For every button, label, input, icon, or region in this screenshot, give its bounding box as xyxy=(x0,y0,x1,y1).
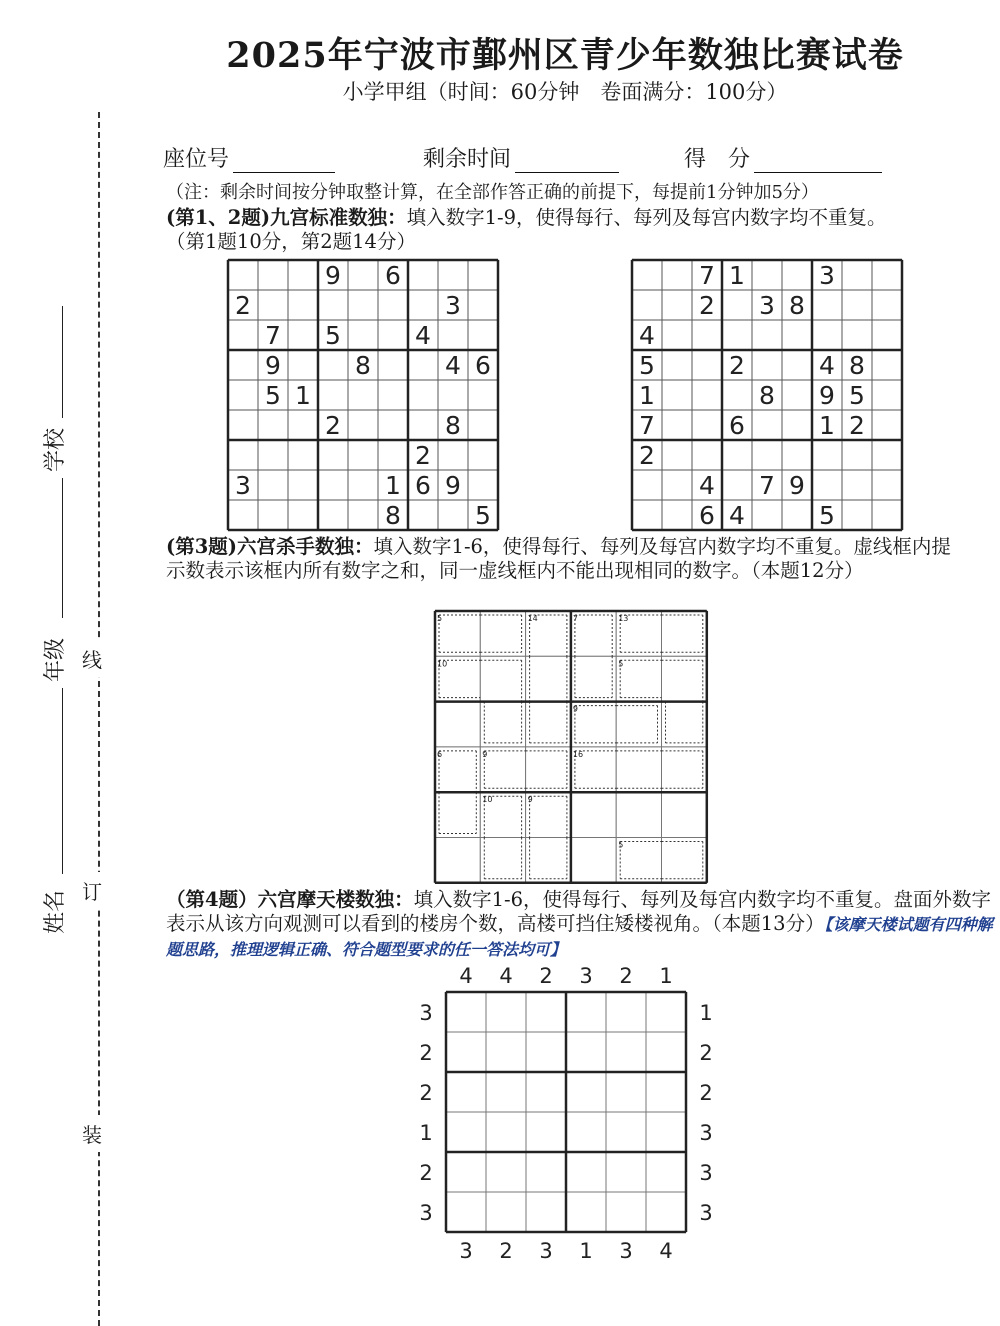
sudoku-cell[interactable] xyxy=(228,320,258,350)
sudoku-cell[interactable] xyxy=(468,320,498,350)
sudoku-cell[interactable] xyxy=(318,500,348,530)
cage-sum: 14 xyxy=(527,614,538,623)
sudoku-cell[interactable] xyxy=(752,410,782,440)
sudoku-cell[interactable] xyxy=(662,260,692,290)
sudoku-cell[interactable] xyxy=(662,500,692,530)
sudoku-cell[interactable] xyxy=(318,470,348,500)
sudoku-cell[interactable] xyxy=(348,440,378,470)
killer-cell[interactable] xyxy=(435,792,480,837)
skyscraper-cell[interactable] xyxy=(646,1072,686,1112)
sudoku-cell[interactable] xyxy=(872,260,902,290)
given-digit: 5 xyxy=(265,381,281,410)
skyscraper-cell[interactable] xyxy=(646,1112,686,1152)
clue-left: 2 xyxy=(419,1161,433,1185)
given-digit: 3 xyxy=(759,291,775,320)
given-digit: 3 xyxy=(445,291,461,320)
killer-cell[interactable] xyxy=(480,656,525,701)
given-digit: 7 xyxy=(265,321,281,350)
sudoku-cell[interactable] xyxy=(408,260,438,290)
skyscraper-cell[interactable] xyxy=(606,1112,646,1152)
given-digit: 8 xyxy=(789,291,805,320)
given-digit: 8 xyxy=(849,351,865,380)
sudoku-cell[interactable] xyxy=(288,410,318,440)
clue-top: 4 xyxy=(459,964,473,988)
given-digit: 4 xyxy=(699,471,715,500)
cage-sum: 16 xyxy=(572,749,584,759)
sudoku-cell[interactable] xyxy=(872,290,902,320)
sudoku-cell[interactable] xyxy=(812,440,842,470)
sudoku-cell[interactable] xyxy=(318,380,348,410)
killer-cell[interactable] xyxy=(435,702,480,747)
skyscraper-cell[interactable] xyxy=(486,992,526,1032)
sudoku-cell[interactable] xyxy=(752,320,782,350)
given-digit: 2 xyxy=(729,351,745,380)
sudoku-cell[interactable] xyxy=(348,260,378,290)
given-digit: 8 xyxy=(355,351,371,380)
sudoku-cell[interactable] xyxy=(378,350,408,380)
skyscraper-cell[interactable] xyxy=(486,1032,526,1072)
sudoku-cell[interactable] xyxy=(692,440,722,470)
sudoku-cell[interactable] xyxy=(872,410,902,440)
sudoku-cell[interactable] xyxy=(318,290,348,320)
skyscraper-cell[interactable] xyxy=(646,1192,686,1232)
clue-bottom: 1 xyxy=(579,1239,593,1263)
cage-sum: 5 xyxy=(618,659,624,669)
sudoku-cell[interactable] xyxy=(782,500,812,530)
sudoku-cell[interactable] xyxy=(782,410,812,440)
skyscraper-cell[interactable] xyxy=(646,992,686,1032)
sudoku-cell[interactable] xyxy=(782,380,812,410)
sudoku-cell[interactable] xyxy=(438,320,468,350)
given-digit: 3 xyxy=(819,261,835,290)
sudoku-cell[interactable] xyxy=(782,350,812,380)
sudoku-cell[interactable] xyxy=(228,500,258,530)
name-line xyxy=(62,688,63,874)
sudoku-cell[interactable] xyxy=(318,440,348,470)
sudoku-cell[interactable] xyxy=(258,440,288,470)
clue-bottom: 3 xyxy=(619,1239,633,1263)
q12-score: （第1题10分，第2题14分） xyxy=(166,230,416,253)
sudoku-cell[interactable] xyxy=(872,380,902,410)
given-digit: 4 xyxy=(729,501,745,530)
name-label: 姓名 xyxy=(43,889,68,934)
given-digit: 2 xyxy=(699,291,715,320)
killer-cell[interactable] xyxy=(526,747,571,792)
skyscraper-cell[interactable] xyxy=(646,1152,686,1192)
clue-left: 3 xyxy=(419,1001,433,1025)
sudoku-cell[interactable] xyxy=(378,380,408,410)
given-digit: 5 xyxy=(325,321,341,350)
q3-tag: (第3题)六宫杀手数独： xyxy=(166,535,374,558)
killer-cell[interactable] xyxy=(571,838,616,883)
sudoku-cell[interactable] xyxy=(812,320,842,350)
given-digit: 3 xyxy=(235,471,251,500)
clue-right: 3 xyxy=(699,1161,713,1185)
sudoku-grid-1[interactable] xyxy=(226,258,502,532)
skyscraper-cell[interactable] xyxy=(606,1192,646,1232)
sudoku-cell[interactable] xyxy=(348,470,378,500)
skyscraper-cell[interactable] xyxy=(446,1112,486,1152)
sudoku-cell[interactable] xyxy=(438,500,468,530)
given-digit: 1 xyxy=(819,411,835,440)
clue-right: 1 xyxy=(699,1001,713,1025)
given-digit: 7 xyxy=(699,261,715,290)
sudoku-cell[interactable] xyxy=(692,380,722,410)
given-digit: 4 xyxy=(415,321,431,350)
killer-cell[interactable] xyxy=(616,702,661,747)
sudoku-cell[interactable] xyxy=(872,500,902,530)
skyscraper-cell[interactable] xyxy=(526,1112,566,1152)
grade-label: 年级 xyxy=(43,637,68,682)
given-digit: 2 xyxy=(415,441,431,470)
seat-field[interactable] xyxy=(163,142,335,173)
given-digit: 6 xyxy=(415,471,431,500)
clue-bottom: 3 xyxy=(539,1239,553,1263)
q4-hint: 【该摩天楼试题有四种解题思路，推理逻辑正确、符合题型要求的任一答法均可】 xyxy=(166,915,993,959)
sudoku-cell[interactable] xyxy=(348,290,378,320)
sudoku-cell[interactable] xyxy=(782,440,812,470)
skyscraper-cell[interactable] xyxy=(606,1032,646,1072)
sudoku-cell[interactable] xyxy=(842,320,872,350)
clue-left: 2 xyxy=(419,1081,433,1105)
cage-sum: 7 xyxy=(572,614,578,623)
sudoku-cell[interactable] xyxy=(692,320,722,350)
cage-sum: 10 xyxy=(437,659,448,669)
given-digit: 9 xyxy=(789,471,805,500)
sudoku-cell[interactable] xyxy=(662,380,692,410)
given-digit: 5 xyxy=(819,501,835,530)
skyscraper-cell[interactable] xyxy=(446,992,486,1032)
q3-text: 填入数字1-6，使得每行、每列及每宫内数字均不重复。虚线框内提示数表示该框内所有数字之和，同一虚线框内不能出现相同的数字。（本题12分） xyxy=(166,535,951,582)
sudoku-cell[interactable] xyxy=(782,320,812,350)
q4-text: 填入数字1-6，使得每行、每列及每宫内数字均不重复。盘面外数字表示从该方向观测可以看到的楼房个数，高楼可挡住矮楼视角。（本题13分） xyxy=(166,888,991,935)
given-digit: 2 xyxy=(639,441,655,470)
page-subtitle: 小学甲组（时间：60分钟 卷面满分：100分） xyxy=(342,80,788,104)
given-digit: 4 xyxy=(819,351,835,380)
sudoku-cell[interactable] xyxy=(408,410,438,440)
sudoku-cell[interactable] xyxy=(468,260,498,290)
clue-right: 3 xyxy=(699,1201,713,1225)
skyscraper-cell[interactable] xyxy=(526,1192,566,1232)
cage-sum: 9 xyxy=(527,795,533,805)
given-digit: 4 xyxy=(639,321,655,350)
clue-right: 2 xyxy=(699,1041,713,1065)
score-blank[interactable] xyxy=(754,146,882,173)
sudoku-cell[interactable] xyxy=(662,350,692,380)
q12-tag: (第1、2题)九宫标准数独： xyxy=(166,206,407,229)
sudoku-cell[interactable] xyxy=(258,260,288,290)
sudoku-cell[interactable] xyxy=(258,290,288,320)
sudoku-cell[interactable] xyxy=(228,380,258,410)
given-digit: 8 xyxy=(445,411,461,440)
given-digit: 2 xyxy=(235,291,251,320)
sudoku-cell[interactable] xyxy=(872,350,902,380)
sudoku-cell[interactable] xyxy=(468,380,498,410)
killer-cell[interactable] xyxy=(662,838,707,883)
sudoku-cell[interactable] xyxy=(632,470,662,500)
killer-cell[interactable] xyxy=(480,611,525,656)
remaining-time-blank[interactable] xyxy=(515,146,619,173)
seat-blank[interactable] xyxy=(233,146,335,173)
clue-bottom: 2 xyxy=(499,1239,513,1263)
grade-line xyxy=(62,478,63,618)
skyscraper-cell[interactable] xyxy=(446,1072,486,1112)
skyscraper-grid[interactable] xyxy=(404,960,734,1266)
given-digit: 5 xyxy=(639,351,655,380)
clue-left: 3 xyxy=(419,1201,433,1225)
page-title: 2025年宁波市鄞州区青少年数独比赛试卷 xyxy=(226,35,904,76)
sudoku-cell[interactable] xyxy=(468,410,498,440)
sudoku-cell[interactable] xyxy=(692,350,722,380)
sudoku-cell[interactable] xyxy=(662,440,692,470)
skyscraper-cell[interactable] xyxy=(486,1152,526,1192)
sudoku-cell[interactable] xyxy=(722,320,752,350)
q12-instructions xyxy=(166,206,966,254)
killer-cell[interactable] xyxy=(571,792,616,837)
scoring-note: （注：剩余时间按分钟取整计算，在全部作答正确的前提下，每提前1分钟加5分） xyxy=(166,182,819,203)
cage-sum: 9 xyxy=(482,749,488,759)
skyscraper-cell[interactable] xyxy=(606,1072,646,1112)
clue-top: 3 xyxy=(579,964,593,988)
given-digit: 9 xyxy=(325,261,341,290)
sudoku-cell[interactable] xyxy=(408,500,438,530)
sudoku-cell[interactable] xyxy=(812,290,842,320)
sudoku-cell[interactable] xyxy=(662,470,692,500)
sudoku-cell[interactable] xyxy=(378,320,408,350)
skyscraper-cell[interactable] xyxy=(566,1032,606,1072)
given-digit: 2 xyxy=(849,411,865,440)
cage-sum: 9 xyxy=(572,704,578,714)
clue-left: 1 xyxy=(419,1121,433,1145)
skyscraper-cell[interactable] xyxy=(486,1112,526,1152)
given-digit: 7 xyxy=(639,411,655,440)
given-digit: 8 xyxy=(385,501,401,530)
sudoku-cell[interactable] xyxy=(438,440,468,470)
sudoku-cell[interactable] xyxy=(842,290,872,320)
sudoku-cell[interactable] xyxy=(468,290,498,320)
sudoku-cell[interactable] xyxy=(288,260,318,290)
q12-text: 填入数字1-9，使得每行、每列及每宫内数字均不重复。 xyxy=(406,206,887,229)
skyscraper-cell[interactable] xyxy=(446,1152,486,1192)
killer-sudoku-grid[interactable] xyxy=(433,609,709,885)
score-field[interactable] xyxy=(684,142,882,173)
killer-cell[interactable] xyxy=(662,747,707,792)
sudoku-cell[interactable] xyxy=(722,440,752,470)
sudoku-cell[interactable] xyxy=(842,440,872,470)
sudoku-cell[interactable] xyxy=(258,470,288,500)
given-digit: 1 xyxy=(295,381,311,410)
killer-cell[interactable] xyxy=(526,702,571,747)
sudoku-cell[interactable] xyxy=(842,500,872,530)
sudoku-cell[interactable] xyxy=(662,320,692,350)
clue-top: 4 xyxy=(499,964,513,988)
sudoku-cell[interactable] xyxy=(752,500,782,530)
sudoku-cell[interactable] xyxy=(378,410,408,440)
skyscraper-cell[interactable] xyxy=(486,1072,526,1112)
skyscraper-cell[interactable] xyxy=(566,1152,606,1192)
skyscraper-cell[interactable] xyxy=(486,1192,526,1232)
sudoku-cell[interactable] xyxy=(752,350,782,380)
q4-instructions xyxy=(166,888,996,962)
sudoku-cell[interactable] xyxy=(408,380,438,410)
killer-cell[interactable] xyxy=(526,838,571,883)
skyscraper-cell[interactable] xyxy=(526,1152,566,1192)
skyscraper-cell[interactable] xyxy=(606,1152,646,1192)
sudoku-cell[interactable] xyxy=(752,260,782,290)
sudoku-cell[interactable] xyxy=(872,470,902,500)
skyscraper-cell[interactable] xyxy=(566,1112,606,1152)
skyscraper-cell[interactable] xyxy=(646,1032,686,1072)
cage-sum: 5 xyxy=(618,840,624,850)
given-digit: 7 xyxy=(759,471,775,500)
sudoku-cell[interactable] xyxy=(722,470,752,500)
cage-sum: 5 xyxy=(437,614,443,623)
sudoku-cell[interactable] xyxy=(632,500,662,530)
killer-cell[interactable] xyxy=(662,611,707,656)
skyscraper-cell[interactable] xyxy=(446,1032,486,1072)
q3-instructions xyxy=(166,535,961,583)
sudoku-grid-2[interactable] xyxy=(630,258,908,532)
sudoku-cell[interactable] xyxy=(288,350,318,380)
clue-top: 2 xyxy=(619,964,633,988)
sudoku-cell[interactable] xyxy=(228,440,258,470)
clue-top: 2 xyxy=(539,964,553,988)
given-digit: 2 xyxy=(325,411,341,440)
sudoku-cell[interactable] xyxy=(258,500,288,530)
given-digit: 6 xyxy=(699,501,715,530)
given-digit: 5 xyxy=(475,501,491,530)
given-digit: 9 xyxy=(445,471,461,500)
sudoku-cell[interactable] xyxy=(468,440,498,470)
skyscraper-cell[interactable] xyxy=(566,992,606,1032)
sudoku-cell[interactable] xyxy=(348,500,378,530)
skyscraper-cell[interactable] xyxy=(606,992,646,1032)
given-digit: 9 xyxy=(265,351,281,380)
given-digit: 1 xyxy=(385,471,401,500)
killer-cell[interactable] xyxy=(662,702,707,747)
clue-bottom: 4 xyxy=(659,1239,673,1263)
given-digit: 6 xyxy=(475,351,491,380)
binding-char-zhuang: 装 xyxy=(82,1115,102,1152)
sudoku-cell[interactable] xyxy=(288,290,318,320)
skyscraper-cell[interactable] xyxy=(566,1192,606,1232)
sudoku-cell[interactable] xyxy=(288,440,318,470)
score-label: 得 分 xyxy=(684,147,751,172)
sudoku-cell[interactable] xyxy=(288,320,318,350)
killer-cell[interactable] xyxy=(616,747,661,792)
killer-cell[interactable] xyxy=(480,838,525,883)
sudoku-cell[interactable] xyxy=(228,410,258,440)
killer-cell[interactable] xyxy=(662,656,707,701)
skyscraper-cell[interactable] xyxy=(526,1072,566,1112)
q4-tag: （第4题）六宫摩天楼数独： xyxy=(166,888,414,911)
sudoku-cell[interactable] xyxy=(752,440,782,470)
sudoku-cell[interactable] xyxy=(378,440,408,470)
binding-char-ding: 订 xyxy=(82,872,102,909)
given-digit: 1 xyxy=(639,381,655,410)
sudoku-cell[interactable] xyxy=(258,410,288,440)
sudoku-cell[interactable] xyxy=(872,440,902,470)
sudoku-cell[interactable] xyxy=(632,260,662,290)
given-digit: 4 xyxy=(445,351,461,380)
clue-top: 1 xyxy=(659,964,673,988)
sudoku-cell[interactable] xyxy=(228,350,258,380)
sudoku-cell[interactable] xyxy=(348,410,378,440)
given-digit: 9 xyxy=(819,381,835,410)
skyscraper-cell[interactable] xyxy=(526,992,566,1032)
sudoku-cell[interactable] xyxy=(228,260,258,290)
sudoku-cell[interactable] xyxy=(318,350,348,380)
sudoku-cell[interactable] xyxy=(722,290,752,320)
given-digit: 6 xyxy=(729,411,745,440)
sudoku-cell[interactable] xyxy=(692,410,722,440)
sudoku-cell[interactable] xyxy=(632,290,662,320)
given-digit: 8 xyxy=(759,381,775,410)
sudoku-cell[interactable] xyxy=(408,350,438,380)
killer-cell[interactable] xyxy=(662,792,707,837)
killer-cell[interactable] xyxy=(526,656,571,701)
sudoku-cell[interactable] xyxy=(782,260,812,290)
killer-cell[interactable] xyxy=(435,838,480,883)
sudoku-cell[interactable] xyxy=(288,470,318,500)
school-line xyxy=(62,306,63,418)
clue-right: 2 xyxy=(699,1081,713,1105)
sudoku-cell[interactable] xyxy=(662,410,692,440)
skyscraper-cell[interactable] xyxy=(566,1072,606,1112)
sudoku-cell[interactable] xyxy=(468,470,498,500)
clue-left: 2 xyxy=(419,1041,433,1065)
sudoku-cell[interactable] xyxy=(408,290,438,320)
sudoku-cell[interactable] xyxy=(722,380,752,410)
clue-bottom: 3 xyxy=(459,1239,473,1263)
given-digit: 1 xyxy=(729,261,745,290)
clue-right: 3 xyxy=(699,1121,713,1145)
sudoku-cell[interactable] xyxy=(812,470,842,500)
skyscraper-cell[interactable] xyxy=(526,1032,566,1072)
killer-cell[interactable] xyxy=(480,702,525,747)
skyscraper-cell[interactable] xyxy=(446,1192,486,1232)
school-label: 学校 xyxy=(43,427,68,472)
sudoku-cell[interactable] xyxy=(348,380,378,410)
killer-cell[interactable] xyxy=(571,656,616,701)
sudoku-cell[interactable] xyxy=(872,320,902,350)
cage-sum: 6 xyxy=(437,749,443,759)
sudoku-cell[interactable] xyxy=(842,470,872,500)
remaining-time-label: 剩余时间 xyxy=(423,147,512,172)
remaining-time-field[interactable] xyxy=(423,142,619,173)
binding-char-xian: 线 xyxy=(82,640,102,677)
cage-sum: 13 xyxy=(618,614,629,623)
sudoku-cell[interactable] xyxy=(288,500,318,530)
sudoku-cell[interactable] xyxy=(438,380,468,410)
sudoku-cell[interactable] xyxy=(378,290,408,320)
seat-label: 座位号 xyxy=(163,147,230,172)
sudoku-cell[interactable] xyxy=(348,320,378,350)
sudoku-cell[interactable] xyxy=(662,290,692,320)
sudoku-cell[interactable] xyxy=(842,260,872,290)
given-digit: 6 xyxy=(385,261,401,290)
sudoku-cell[interactable] xyxy=(438,260,468,290)
given-digit: 5 xyxy=(849,381,865,410)
cage-sum: 10 xyxy=(482,795,493,805)
killer-cell[interactable] xyxy=(616,792,661,837)
